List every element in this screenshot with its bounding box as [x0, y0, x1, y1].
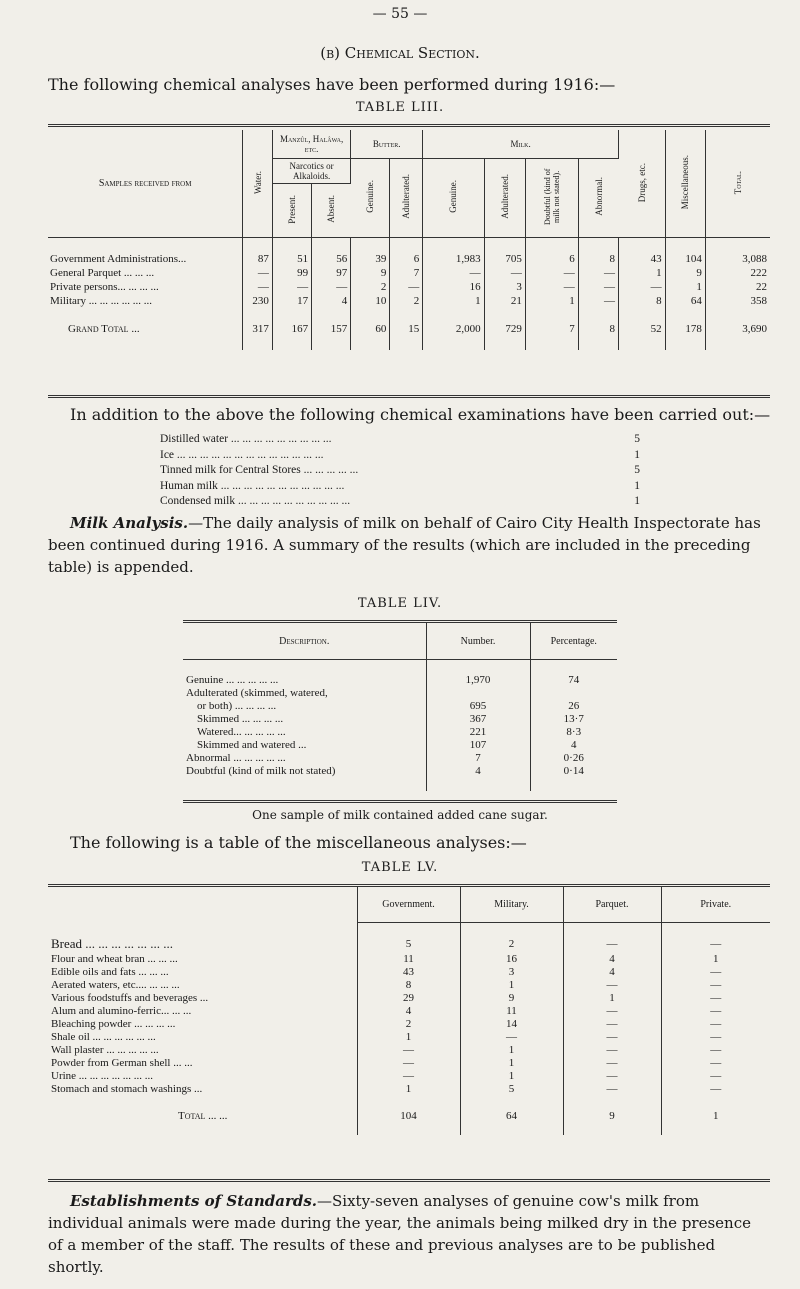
examinations-list: [160, 432, 640, 510]
establishments-paragraph: Establishments of Standards.—Sixty-seven analyses of genuine cow's milk from individual animals were made during the year, the animals being milked dry in the presence of a member of the staff. The results of these and previous analyses are to be published shortly.: [48, 1192, 751, 1276]
butter-genuine-header: Genuine.: [365, 180, 376, 213]
table-row: Shale oil ... ... ... ... ... ... 1 — — —: [48, 1030, 770, 1043]
butter-header: Butter.: [351, 130, 423, 158]
table-row: Skimmed and watered ... 107 4: [183, 739, 617, 752]
table-row: Bleaching powder ... ... ... ... 2 14 — —: [48, 1017, 770, 1030]
page-number: — 55 —: [372, 6, 428, 22]
misc-header: Miscellaneous.: [680, 155, 691, 210]
misc-intro: The following is a table of the miscellaneous analyses:—: [70, 833, 527, 852]
table-row: Military ... ... ... ... ... ... 230 17 4 10 2 1 21 1 — 8 64 358: [50, 294, 767, 307]
table-row: Stomach and stomach washings ... 1 5 — —: [48, 1082, 770, 1095]
table-row: Skimmed ... ... ... ... 367 13·7: [183, 713, 617, 726]
table-53: [48, 130, 770, 350]
table-53-title: TABLE LIII.: [355, 100, 445, 115]
table-55: [48, 887, 770, 1135]
government-header: Government.: [357, 887, 460, 923]
table-row: Watered... ... ... ... ... 221 8·3: [183, 726, 617, 739]
table-row: Private persons... ... ... ... — — — 2 — 16 3 — — — 1 22: [50, 280, 767, 293]
table-55-title: TABLE LV.: [361, 860, 439, 875]
list-item: Tinned milk for Central Stores ... ... ... ... ... 5: [160, 464, 640, 476]
description-header: Description.: [183, 623, 426, 660]
table-row: Abnormal ... ... ... ... ... 7 0·26: [183, 752, 617, 765]
abnormal-header: Abnormal.: [593, 177, 604, 216]
table-row: Genuine ... ... ... ... ... 1,970 74: [183, 674, 617, 687]
absent-header: Absent.: [326, 195, 337, 223]
samples-from-header: Samples received from: [48, 130, 243, 237]
list-item: Ice ... ... ... ... ... ... ... ... ... ... ... ... ... 1: [160, 448, 640, 461]
table-row: Edible oils and fats ... ... ... 43 3 4 —: [48, 965, 770, 978]
milk-header: Milk.: [423, 130, 619, 158]
table-54-note: One sample of milk contained added cane sugar.: [252, 808, 548, 822]
doubtful-header: Doubtful (kind of milk not stated).: [542, 168, 561, 225]
manzul-header: Manzûl, Halâwa, etc.: [272, 130, 350, 158]
table-54: [183, 623, 617, 791]
milk-genuine-header: Genuine.: [448, 180, 459, 213]
list-item: Condensed milk ... ... ... ... ... ... ... ... ... ... 1: [160, 495, 640, 507]
parquet-header: Parquet.: [563, 887, 661, 923]
table-row: Bread ... ... ... ... ... ... ... 5 2 — —: [48, 936, 770, 952]
list-item: Human milk ... ... ... ... ... ... ... ... ... ... ... 1: [160, 479, 640, 492]
narcotics-header: Narcotics or Alkaloids.: [272, 158, 350, 183]
total-header: Total.: [732, 170, 743, 194]
total-row: Total ... ... 104 64 9 1: [48, 1109, 770, 1122]
table-row: or both) ... ... ... ... 695 26: [183, 700, 617, 713]
table-54-title: TABLE LIV.: [357, 596, 443, 611]
butter-adulterated-header: Adulterated.: [401, 174, 412, 219]
drugs-header: Drugs, etc.: [636, 162, 647, 202]
private-header: Private.: [661, 887, 770, 923]
intro-text: The following chemical analyses have been performed during 1916:—: [48, 75, 616, 94]
table-row: Various foodstuffs and beverages ... 29 9 1 —: [48, 991, 770, 1004]
grand-total-row: Grand Total ... 317 167 157 60 15 2,000 729 7 8 52 178 3,690: [48, 322, 770, 336]
present-header: Present.: [287, 194, 297, 224]
table-row: Government Administrations... 87 51 56 39 6 1,983 705 6 8 43 104 3,088: [50, 252, 767, 265]
table-row: Alum and alumino-ferric... ... ... 4 11 — —: [48, 1004, 770, 1017]
table-row: Adulterated (skimmed, watered,: [183, 687, 617, 700]
table-row: Powder from German shell ... ... — 1 — —: [48, 1056, 770, 1069]
number-header: Number.: [426, 623, 530, 660]
addition-text: In addition to the above the following chemical examinations have been carried out:—: [70, 405, 771, 424]
table-row: Doubtful (kind of milk not stated) 4 0·14: [183, 765, 617, 778]
table-row: General Parquet ... ... ... — 99 97 9 7 — — — — 1 9 222: [50, 266, 767, 279]
percentage-header: Percentage.: [530, 623, 617, 660]
table-row: Urine ... ... ... ... ... ... ... — 1 — —: [48, 1069, 770, 1082]
table-row: Wall plaster ... ... ... ... ... — 1 — —: [48, 1043, 770, 1056]
milk-analysis-paragraph: Milk Analysis.—The daily analysis of milk on behalf of Cairo City Health Inspectorate has been continued during 1916. A summary of the results (which are included in the preceding table) is appended.: [48, 514, 761, 576]
table-row: Flour and wheat bran ... ... ... 11 16 4 1: [48, 952, 770, 965]
table-row: Aerated waters, etc.... ... ... ... 8 1 — —: [48, 978, 770, 991]
milk-adulterated-header: Adulterated.: [499, 174, 510, 219]
list-item: Distilled water ... ... ... ... ... ... ... ... ... 5: [160, 433, 640, 445]
military-header: Military.: [460, 887, 563, 923]
water-header: Water.: [252, 170, 263, 194]
section-title: (b) Chemical Section.: [320, 44, 480, 62]
